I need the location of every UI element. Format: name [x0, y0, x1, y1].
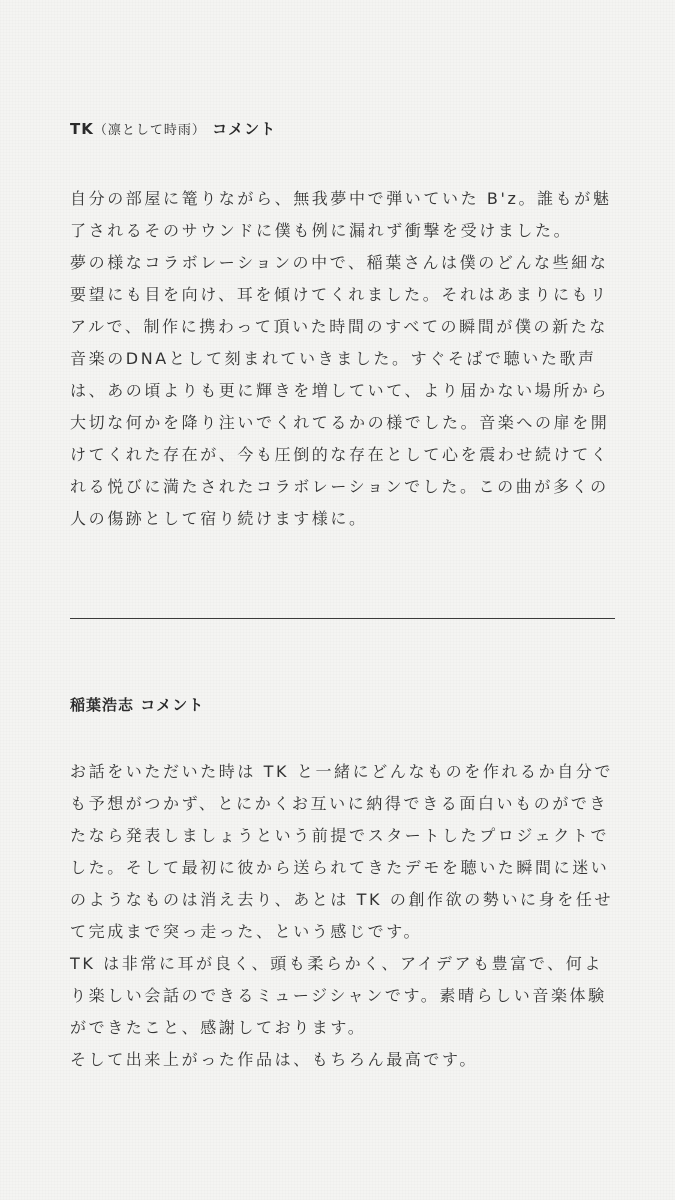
tk-comment-heading — [70, 118, 615, 142]
tk-comment-section — [70, 118, 615, 535]
tk-comment-body — [70, 183, 615, 535]
inaba-comment-paragraph: そして出来上がった作品は、もちろん最高です。 — [70, 1050, 478, 1069]
inaba-comment-paragraph: お話をいただいた時は TK と一緒にどんなものを作れるか自分でも予想がつかず、とにかくお互いに納得できる面白いものができたなら発表しましょうという前提でスタートしたプロジェクトでした。そして最初に彼から送られてきたデモを聴いた瞬間に迷いのようなものは消え去り、あとは TK の創作欲の勢いに身を任せて完成まで突っ走った、という感じです。 — [70, 762, 614, 941]
inaba-heading-suffix: コメント — [140, 696, 205, 714]
inaba-comment-section — [70, 694, 615, 1076]
tk-comment-paragraph: 夢の様なコラボレーションの中で、稲葉さんは僕のどんな些細な要望にも目を向け、耳を傾けてくれました。それはあまりにもリアルで、制作に携わって頂いた時間のすべての瞬間が僕の新たな音楽のDNAとして刻まれていきました。すぐそばで聴いた歌声は、あの頃よりも更に輝きを増していて、より届かない場所から大切な何かを降り注いでくれてるかの様でした。音楽への扉を開けてくれた存在が、今も圧倒的な存在として心を震わせ続けてくれる悦びに満たされたコラボレーションでした。この曲が多くの人の傷跡として宿り続けます様に。 — [70, 253, 610, 528]
inaba-heading-name: 稲葉浩志 — [70, 696, 135, 714]
tk-comment-paragraph: 自分の部屋に篭りながら、無我夢中で弾いていた B'z。誰もが魅了されるそのサウンドに僕も例に漏れず衝撃を受けました。 — [70, 189, 612, 240]
tk-heading-name: TK — [70, 120, 94, 138]
inaba-comment-body — [70, 756, 615, 1076]
inaba-comment-paragraph: TK は非常に耳が良く、頭も柔らかく、アイデアも豊富で、何より楽しい会話のできるミュージシャンです。素晴らしい音楽体験ができたこと、感謝しております。 — [70, 954, 607, 1037]
section-divider — [70, 618, 615, 619]
tk-heading-suffix: コメント — [212, 120, 277, 138]
inaba-comment-heading — [70, 694, 615, 716]
tk-heading-band: （凛として時雨） — [93, 123, 206, 138]
